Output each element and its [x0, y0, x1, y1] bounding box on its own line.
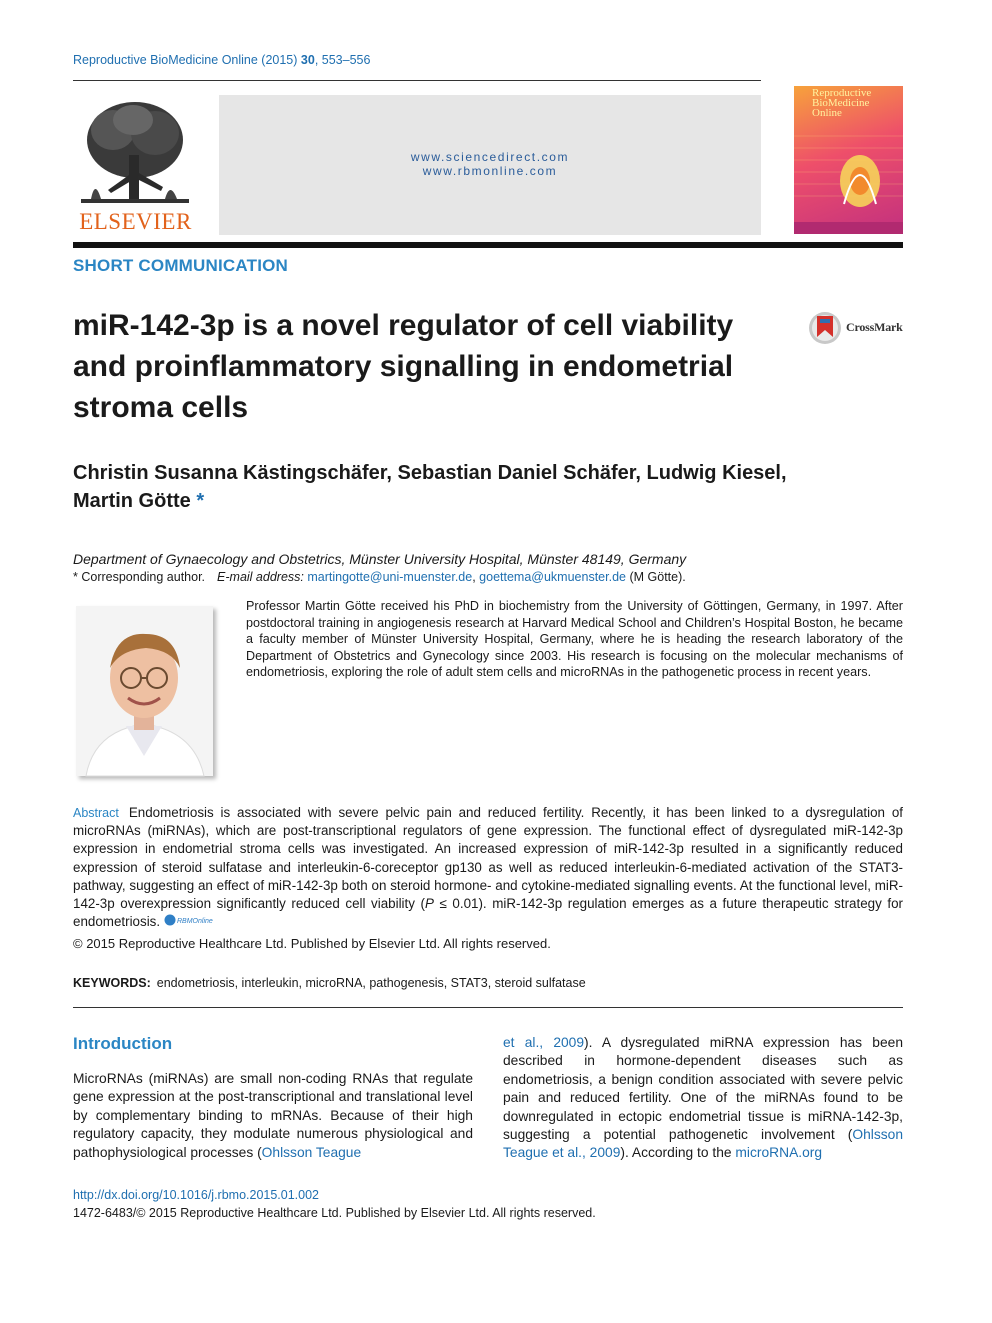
authors-line-1: Christin Susanna Kästingschäfer, Sebastian Daniel Schäfer, Ludwig Kiesel,: [73, 462, 787, 484]
introduction-heading: Introduction: [73, 1034, 173, 1053]
issn-copyright: 1472-6483/© 2015 Reproductive Healthcare Ltd. Published by Elsevier Ltd. All rights reserved.: [73, 1206, 596, 1220]
cover-title: Reproductive BioMedicine Online: [812, 87, 872, 119]
citation-ohlsson-teague-2[interactable]: Ohlsson Teague et al., 2009: [503, 1127, 903, 1161]
section-rule: [73, 1007, 903, 1008]
rbmonline-link[interactable]: www.rbmonline.com: [422, 164, 558, 178]
article-type-label: SHORT COMMUNICATION: [73, 256, 289, 275]
intro-column-right: et al., 2009). A dysregulated miRNA expression has been described in hormone-dependent diseases such as endometriosis, a benign condition associated with severe pelvic pain and reduced fertility. One of the miRNAs found to be downregulated in ectopic endometrial tissue is miRNA-142-3p, suggesting a potential pathogenetic involvement (Ohlsson Teague et al., 2009). According to the microRNA.org: [503, 1035, 903, 1161]
author-photo: [76, 606, 213, 776]
journal-reference[interactable]: Reproductive BioMedicine Online (2015) 30, 553–556: [73, 53, 371, 67]
doi-link[interactable]: http://dx.doi.org/10.1016/j.rbmo.2015.01.002: [73, 1188, 320, 1202]
email-link-2[interactable]: goettema@ukmuenster.de: [479, 570, 626, 584]
corresponding-author-link[interactable]: *: [196, 490, 205, 512]
affiliation: Department of Gynaecology and Obstetrics, Münster University Hospital, Münster 48149, Germany: [73, 551, 687, 567]
corresponding-author-note: * Corresponding author. E-mail address: martingotte@uni-muenster.de, goettema@ukmuenster.de (M Götte).: [73, 570, 686, 584]
crossmark-label: CrossMark: [846, 320, 903, 334]
journal-urls: [219, 150, 761, 178]
intro-column-left: MicroRNAs (miRNAs) are small non-coding RNAs that regulate gene expression at the post-transcriptional and translational level by complementary binding to mRNAs. Because of their high regulatory capacity, they modulate numerous physiological and pathophysiological processes (Ohlsson Teague: [73, 1071, 473, 1160]
rbmonline-badge[interactable]: [164, 913, 213, 932]
crossmark-icon: [808, 310, 846, 346]
rbmonline-badge-text: RBMOnline: [176, 918, 213, 926]
article-title: miR-142-3p is a novel regulator of cell viability and proinflammatory signalling in endometrial stroma cells: [73, 309, 734, 424]
header-thick-rule: [73, 242, 903, 248]
keywords: KEYWORDS: endometriosis, interleukin, microRNA, pathogenesis, STAT3, steroid sulfatase: [73, 976, 586, 990]
header-rule: [73, 80, 761, 81]
microrna-org-link[interactable]: microRNA.org: [735, 1145, 823, 1161]
author-biography: Professor Martin Götte received his PhD in biochemistry from the University of Göttingen, Germany, in 1997. After postdoctoral training in angiogenesis research at Harvard Medical School and Children’s Hospital Boston, he became a faculty member of Münster University Hospital, Germany, where he is heading the research laboratory of the Department of Obstetrics and Gynecology since 2003. His research is focusing on the molecular mechanisms of endometriosis, exploring the role of adult stem cells and microRNAs in the pathogenetic process in recent years.: [246, 599, 903, 679]
citation-ohlsson-teague[interactable]: Ohlsson Teague: [261, 1144, 362, 1160]
author-gotte: Martin Götte: [73, 490, 191, 512]
abstract: Abstract Endometriosis is associated with severe pelvic pain and reduced fertility. Recently, it has been linked to a dysregulation of microRNAs (miRNAs), which are post-transcriptional regulators of gene expression. The functional effect of dysregulated miR-142-3p expression in endometrial stroma cells was investigated. An increased expression of miR-142-3p resulted in a significantly reduced expression of steroid sulfatase and interleukin-6-coreceptor gp130 as well as reduced interleukin-6-mediated activation of the STAT3-pathway, suggesting an effect of miR-142-3p both on steroid hormone- and cytokine-mediated signalling events. At the functional level, miR-142-3p overexpression significantly reduced cell viability (P ≤ 0.01). miR-142-3p regulation emerges as a future therapeutic strategy for endometriosis. RBMOnline: [73, 804, 903, 932]
email-link-1[interactable]: martingotte@uni-muenster.de: [307, 570, 473, 584]
portrait-illustration: [76, 606, 213, 776]
elsevier-wordmark: ELSEVIER: [79, 209, 192, 234]
abstract-copyright: © 2015 Reproductive Healthcare Ltd. Published by Elsevier Ltd. All rights reserved.: [73, 936, 551, 951]
author-list: [73, 459, 913, 515]
rbmonline-badge-icon: [164, 913, 213, 927]
sciencedirect-link[interactable]: www.sciencedirect.com: [410, 150, 570, 164]
citation-ohlsson-teague-cont[interactable]: et al., 2009: [503, 1035, 585, 1050]
abstract-label: Abstract: [73, 806, 119, 820]
